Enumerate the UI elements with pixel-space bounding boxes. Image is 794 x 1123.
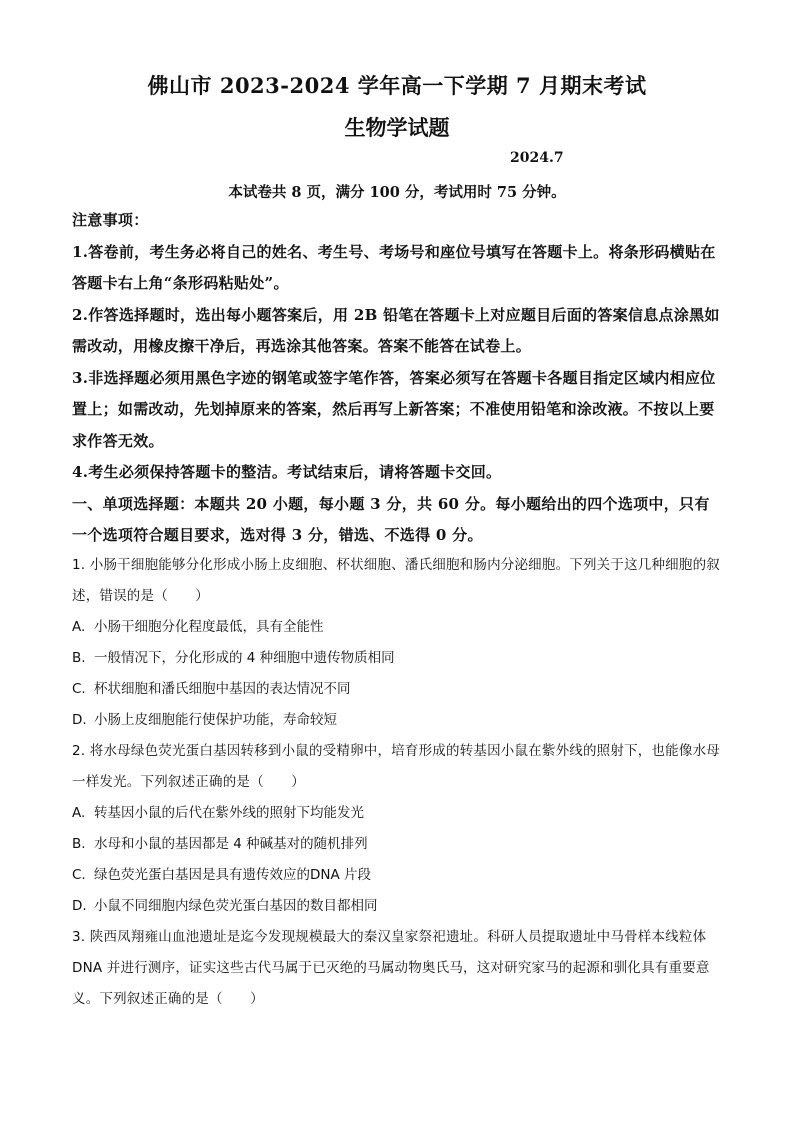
- exam-summary: 本试卷共 8 页，满分 100 分，考试用时 75 分钟。: [228, 184, 566, 201]
- option-letter: B.: [72, 650, 86, 666]
- question-option: [72, 705, 724, 736]
- option-text: 小鼠不同细胞内绿色荧光蛋白基因的数目都相同: [94, 898, 378, 914]
- notice-item: 2.作答选择题时，选出每小题答案后，用 2B 铅笔在答题卡上对应题目后面的答案信息点涂黑如需改动，用橡皮擦干净后，再选涂其他答案。答案不能答在试卷上。: [72, 305, 720, 355]
- option-letter: A.: [72, 619, 86, 635]
- question-stem: 2. 将水母绿色荧光蛋白基因转移到小鼠的受精卵中，培育形成的转基因小鼠在紫外线的照射下，也能像水母一样发光。下列叙述正确的是（ ）: [72, 743, 720, 790]
- question-option: [72, 798, 724, 829]
- option-letter: D.: [72, 898, 87, 914]
- option-text: 转基因小鼠的后代在紫外线的照射下均能发光: [94, 805, 364, 821]
- question-option: [72, 674, 724, 705]
- option-letter: C.: [72, 681, 86, 697]
- option-letter: C.: [72, 867, 86, 883]
- section-heading: 一、单项选择题：本题共 20 小题，每小题 3 分，共 60 分。每小题给出的四个选项中，只有一个选项符合题目要求，选对得 3 分，错选、不选得 0 分。: [72, 494, 710, 544]
- question-stem: 1. 小肠干细胞能够分化形成小肠上皮细胞、杯状细胞、潘氏细胞和肠内分泌细胞。下列关于这几种细胞的叙述，错误的是（ ）: [72, 557, 720, 604]
- exam-title: 佛山市 2023-2024 学年高一下学期 7 月期末考试: [147, 73, 647, 98]
- question-option: [72, 643, 724, 674]
- question-option: [72, 860, 724, 891]
- option-text: 杯状细胞和潘氏细胞中基因的表达情况不同: [94, 681, 351, 697]
- option-text: 绿色荧光蛋白基因是具有遗传效应的DNA 片段: [94, 867, 372, 883]
- option-text: 小肠上皮细胞能行使保护功能，寿命较短: [94, 712, 337, 728]
- question-option: [72, 891, 724, 922]
- option-text: 一般情况下，分化形成的 4 种细胞中遗传物质相同: [94, 650, 395, 666]
- question-list: [72, 550, 724, 1015]
- question-option: [72, 829, 724, 860]
- notice-heading: 注意事项：: [72, 211, 149, 229]
- notice-item: 4.考生必须保持答题卡的整洁。考试结束后，请将答题卡交回。: [72, 463, 502, 481]
- question-stem: 3. 陕西凤翔雍山血池遗址是迄今发现规模最大的秦汉皇家祭祀遗址。科研人员提取遗址中马骨样本线粒体DNA 并进行测序，证实这些古代马属于已灭绝的马属动物奥氏马，这对研究家马的起源和驯化具有重要意义。下列叙述正确的是（ ）: [72, 929, 710, 1007]
- question-option: [72, 612, 724, 643]
- notice-item: 1.答卷前，考生务必将自己的姓名、考生号、考场号和座位号填写在答题卡上。将条形码横贴在答题卡右上角“条形码粘贴处”。: [72, 242, 716, 292]
- notice-section: [72, 205, 724, 552]
- notice-item: 3.非选择题必须用黑色字迹的钢笔或签字笔作答，答案必须写在答题卡各题目指定区域内相应位置上；如需改动，先划掉原来的答案，然后再写上新答案；不准使用铅笔和涂改液。不按以上要求作答无效。: [72, 368, 716, 450]
- option-letter: A.: [72, 805, 86, 821]
- option-letter: B.: [72, 836, 86, 852]
- option-letter: D.: [72, 712, 87, 728]
- exam-subtitle: 生物学试题: [344, 115, 450, 140]
- exam-date: 2024.7: [510, 150, 564, 166]
- option-text: 小肠干细胞分化程度最低，具有全能性: [94, 619, 324, 635]
- option-text: 水母和小鼠的基因都是 4 种碱基对的随机排列: [94, 836, 368, 852]
